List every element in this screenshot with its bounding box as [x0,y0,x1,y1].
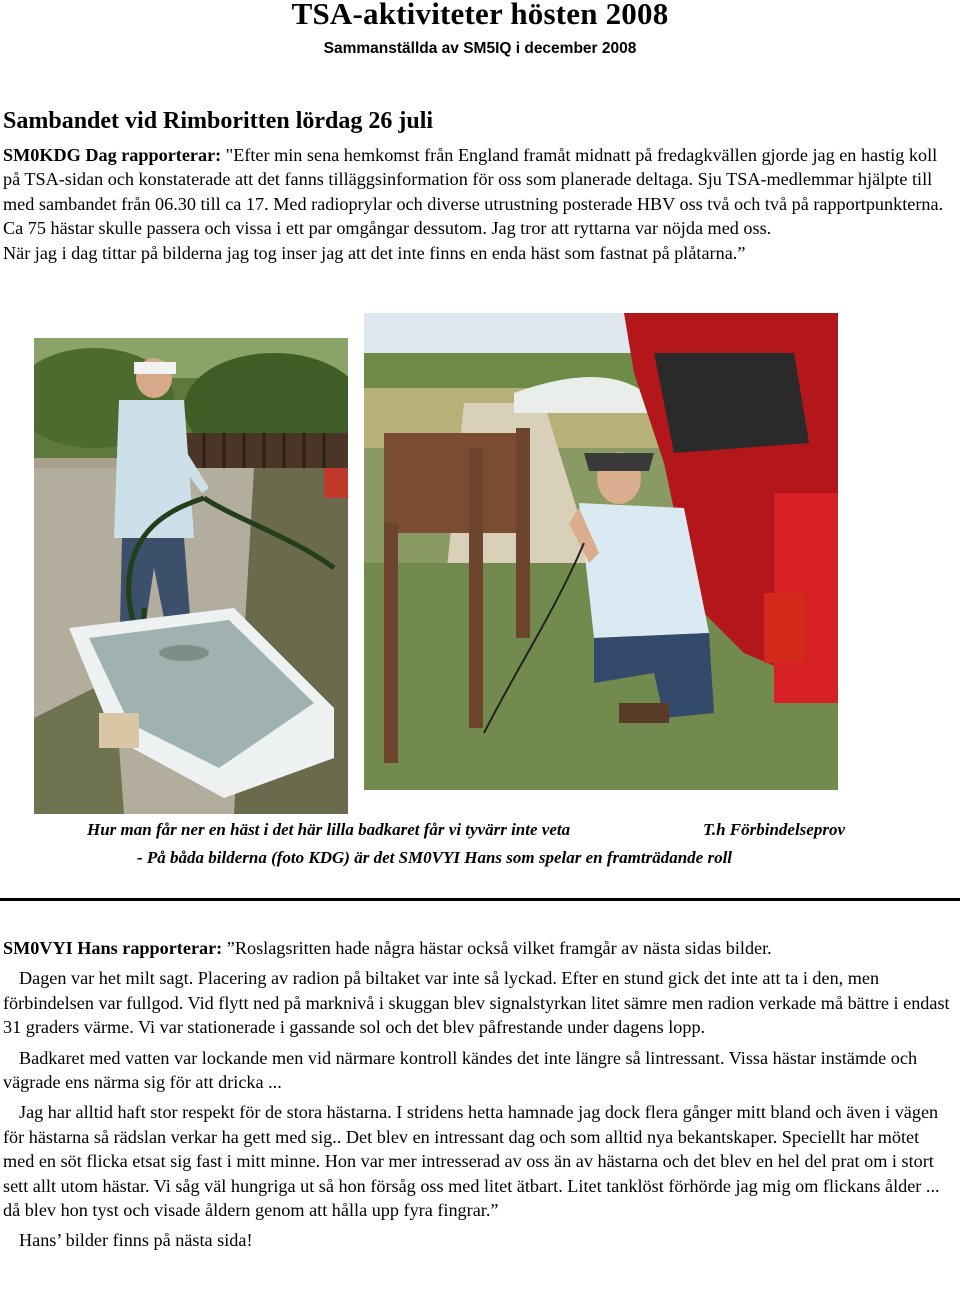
caption-right: T.h Förbindelseprov [703,820,846,839]
section1-body [3,143,953,265]
page-title: TSA-aktiviteter hösten 2008 [291,0,669,31]
reporter-label-2: SM0VYI Hans rapporterar: [3,938,223,958]
section-heading: Sambandet vid Rimboritten lördag 26 juli [3,108,434,134]
report-text: "Efter min sena hemkomst från England framåt midnatt på fredagkvällen gjorde jag en hastig koll på TSA-sidan och konstaterade att det fanns tilläggsinformation för oss som planerade deltaga. Sju TSA-medlemmar hjälpte till med sambandet från 06.30 till ca 17. Med radioprylar och diverse utrustning posterade HBV oss två och två på rapportpunkterna. Ca 75 hästar skulle passera och vissa i ett par omgångar dessutom. Jag tror att ryttarna var nöjda med oss. [3,145,944,239]
paragraph: Jag har alltid haft stor respekt för de stora hästarna. I stridens hetta hamnade jag dock flera gånger mitt bland och även i vägen för hästarna så rädslan verkar ha gett med sig.. Det blev en intressant dag och som alltid nya bekantskaper. Speciellt har mötet med en söt flicka etsat sig fast i mitt minne. Hon var mer intresserad av oss än av hästarna och det blev en hel del prat om i stort sett allt utom hästar. Vi såg väl hungriga ut så hon försåg oss med litet ätbart. Litet tanklöst förhörde jag mig om flickans ålder ... då blev hon tyst och visade åldern genom att hålla upp fyra fingrar.” [3,1102,940,1221]
paragraph: Dagen var het milt sagt. Placering av radion på biltaket var inte så lyckad. Efter en stund gick det inte att ta i den, men förbindelsen var fullgod. Vid flytt ned på marknivå i skuggan blev signalstyrkan litet sämre men radion verkade må bättre i endast 31 graders värme. Vi var stationerade i gassande sol och det blev påfrestande under dagens lopp. [3,968,950,1038]
paragraph: Hans’ bilder finns på nästa sida! [19,1230,253,1251]
caption-bottom: - På båda bilderna (foto KDG) är det SM0VYI Hans som spelar en framträdande roll [137,848,733,867]
bathtub-photo [34,338,348,814]
page-subtitle: Sammanställda av SM5IQ i december 2008 [323,40,637,57]
report-intro [3,936,953,960]
section2-body [3,936,953,1253]
report-text-2: När jag i dag tittar på bilderna jag tog inser jag att det inte finns en enda häst som fastnat på plåtarna.” [3,242,746,263]
radio-check-photo [364,313,838,790]
paragraph: Badkaret med vatten var lockande men vid närmare kontroll kändes det inte längre så lintressant. Vissa hästar instämde och vägrade ens närma sig för att dricka ... [3,1047,918,1093]
caption-left: Hur man får ner en häst i det här lilla badkaret får vi tyvärr inte veta [87,820,571,839]
section-divider [0,898,960,901]
intro-text: ”Roslagsritten hade några hästar också vilket framgår av nästa sidas bilder. [222,938,772,958]
reporter-label: SM0KDG Dag rapporterar: [3,145,222,165]
